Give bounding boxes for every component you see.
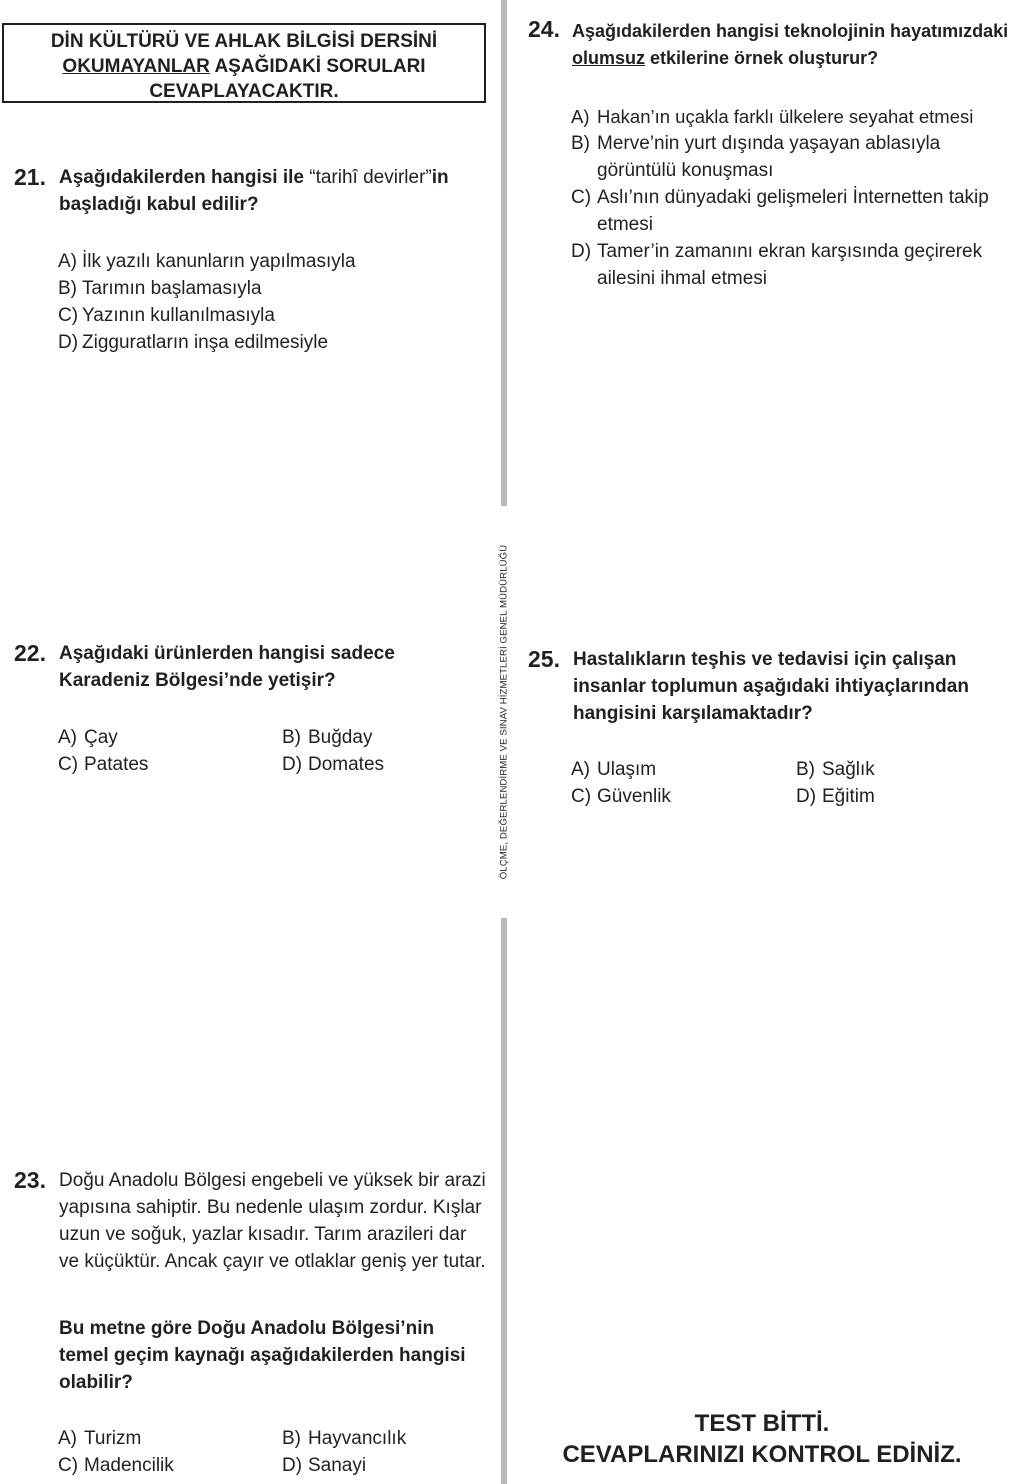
- stem-line: Aşağıdaki ürünlerden hangisi sadece: [59, 643, 395, 664]
- question-23: [14, 1167, 494, 1484]
- option-letter: C): [58, 1455, 79, 1476]
- notice-line-2: [4, 54, 484, 79]
- option-text: Çay: [84, 727, 118, 748]
- question-number: 23.: [14, 1167, 46, 1193]
- question-number: 25.: [528, 646, 560, 672]
- option-c[interactable]: [58, 1452, 174, 1479]
- question-stem: [59, 164, 499, 218]
- question-24: [528, 16, 1012, 296]
- option-text: Hayvancılık: [308, 1428, 407, 1449]
- stem-part: etkilerine örnek oluşturur?: [645, 48, 879, 68]
- option-b[interactable]: [796, 756, 875, 783]
- question-number: 24.: [528, 16, 560, 42]
- option-letter: A): [58, 1428, 77, 1449]
- option-c[interactable]: [571, 783, 671, 810]
- option-text: İlk yazılı kanunların yapılmasıyla: [82, 251, 356, 272]
- notice-box: [2, 23, 486, 103]
- stem-underlined-word: olumsuz: [572, 48, 646, 68]
- option-b[interactable]: [571, 130, 1016, 184]
- question-number: 21.: [14, 164, 46, 190]
- stem-part: Aşağıdakilerden hangisi ile: [59, 167, 310, 188]
- question-stem: Bu metne göre Doğu Anadolu Bölgesi’nin temel geçim kaynağı aşağıdakilerden hangisi olabilir?: [59, 1318, 466, 1393]
- option-a[interactable]: [58, 248, 356, 275]
- option-letter: B): [796, 759, 815, 780]
- option-text: Aslı’nın dünyadaki gelişmeleri İnternetten takip etmesi: [597, 187, 989, 235]
- option-text: Buğday: [308, 727, 373, 748]
- option-text: Tamer’in zamanını ekran karşısında geçirerek ailesini ihmal etmesi: [597, 241, 983, 289]
- option-letter: C): [58, 305, 79, 326]
- option-b[interactable]: [282, 724, 372, 751]
- option-text: Domates: [308, 754, 385, 775]
- option-text: Sağlık: [822, 759, 875, 780]
- option-d[interactable]: [58, 329, 328, 356]
- side-publisher-label: ÖLÇME, DEĞERLENDİRME VE SINAV HİZMETLERİ GENEL MÜDÜRLÜĞÜ: [498, 544, 510, 880]
- stem-quoted-term: “tarihî devirler”: [309, 167, 432, 188]
- question-25: [528, 646, 1012, 816]
- option-text: Yazının kullanılmasıyla: [82, 305, 275, 326]
- option-text: Hakan’ın uçakla farklı ülkelere seyahat etmesi: [597, 106, 974, 127]
- option-text: Merve’nin yurt dışında yaşayan ablasıyla görüntülü konuşması: [597, 133, 941, 181]
- question-22: [14, 640, 494, 780]
- option-c[interactable]: [58, 302, 275, 329]
- option-a[interactable]: [58, 1425, 141, 1452]
- stem-part: Aşağıdakilerden hangisi teknolojinin hayatımızdaki: [572, 21, 1009, 41]
- option-text: Ulaşım: [597, 759, 657, 780]
- option-c[interactable]: [58, 751, 148, 778]
- stem-part: in başladığı kabul edilir?: [59, 167, 449, 215]
- option-a[interactable]: [58, 724, 118, 751]
- option-b[interactable]: [282, 1425, 406, 1452]
- option-letter: D): [58, 332, 79, 353]
- option-letter: C): [571, 786, 592, 807]
- option-letter: C): [58, 754, 79, 775]
- question-stem: [572, 18, 1010, 72]
- option-d[interactable]: [796, 783, 875, 810]
- option-letter: C): [571, 187, 592, 208]
- question-stem: Hastalıkların teşhis ve tedavisi için çalışan insanlar toplumun aşağıdaki ihtiyaçlarından hangisini karşılamaktadır?: [573, 649, 969, 724]
- test-end-message: [540, 1408, 984, 1470]
- option-text: Madencilik: [84, 1455, 174, 1476]
- option-letter: B): [58, 278, 77, 299]
- option-c[interactable]: [571, 184, 1016, 238]
- question-stem: [59, 640, 499, 694]
- stem-line: Karadeniz Bölgesi’nde yetişir?: [59, 670, 336, 691]
- notice-line-1: DİN KÜLTÜRÜ VE AHLAK BİLGİSİ DERSİNİ: [50, 31, 438, 52]
- option-letter: B): [282, 1428, 301, 1449]
- notice-line-3: CEVAPLAYACAKTIR.: [149, 81, 339, 102]
- option-text: Patates: [84, 754, 149, 775]
- notice-underlined-word: OKUMAYANLAR: [62, 56, 210, 77]
- option-letter: B): [571, 133, 590, 154]
- option-d[interactable]: [282, 1452, 366, 1479]
- question-passage: Doğu Anadolu Bölgesi engebeli ve yüksek bir arazi yapısına sahiptir. Bu nedenle ulaşım zordur. Kışlar uzun ve soğuk, yazlar kısadır. Tarım arazileri dar ve küçüktür. Ancak çayır ve otlaklar geniş yer tutar.: [59, 1170, 486, 1272]
- column-divider-top: [501, 0, 507, 506]
- option-d[interactable]: [282, 751, 384, 778]
- option-letter: A): [571, 106, 590, 127]
- option-text: Sanayi: [308, 1455, 367, 1476]
- option-text: Güvenlik: [597, 786, 671, 807]
- option-text: Turizm: [84, 1428, 142, 1449]
- option-text: Zigguratların inşa edilmesiyle: [82, 332, 329, 353]
- option-letter: D): [282, 1455, 303, 1476]
- notice-line-2-rest: AŞAĞIDAKİ SORULARI: [209, 56, 426, 77]
- option-d[interactable]: [571, 238, 1016, 292]
- option-b[interactable]: [58, 275, 262, 302]
- option-a[interactable]: [571, 103, 1016, 130]
- option-letter: A): [571, 759, 590, 780]
- column-divider-bottom: [501, 918, 507, 1484]
- question-21: [14, 164, 494, 364]
- option-letter: D): [571, 241, 592, 262]
- option-letter: D): [282, 754, 303, 775]
- option-text: Tarımın başlamasıyla: [82, 278, 262, 299]
- option-letter: A): [58, 727, 77, 748]
- end-line-2: CEVAPLARINIZI KONTROL EDİNİZ.: [562, 1441, 962, 1468]
- option-a[interactable]: [571, 756, 656, 783]
- option-letter: B): [282, 727, 301, 748]
- option-letter: A): [58, 251, 77, 272]
- question-number: 22.: [14, 640, 46, 666]
- end-line-1: TEST BİTTİ.: [694, 1410, 830, 1437]
- option-letter: D): [796, 786, 817, 807]
- option-text: Eğitim: [822, 786, 875, 807]
